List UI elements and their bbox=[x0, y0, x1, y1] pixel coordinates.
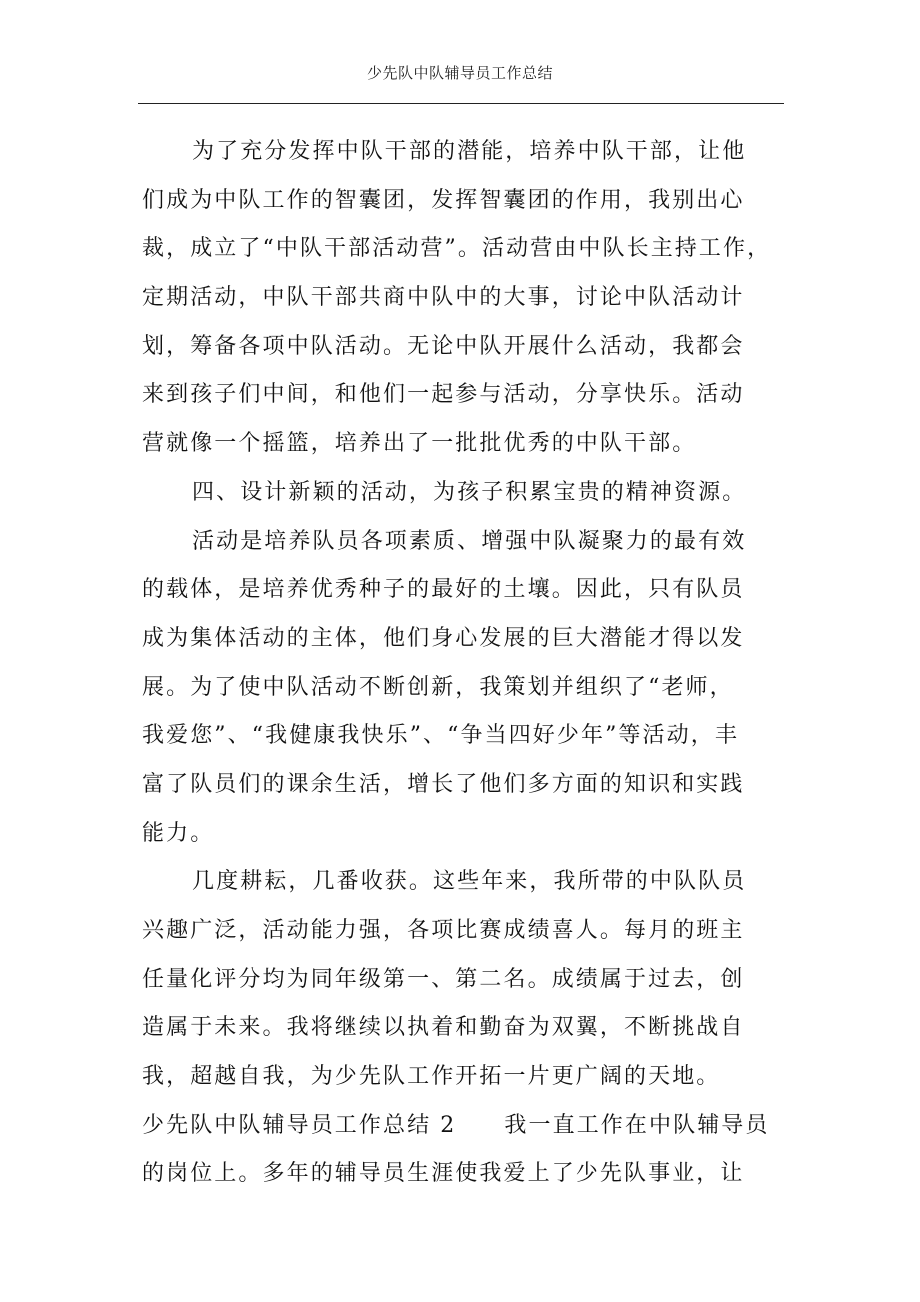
paragraph-line: 能力。 bbox=[142, 820, 215, 846]
document-body bbox=[142, 128, 784, 1199]
section-heading: 四、设计新颖的活动，为孩子积累宝贵的精神资源。 bbox=[192, 479, 747, 505]
paragraph-line: 我爱您”、“我健康我快乐”、“争当四好少年”等活动，丰 bbox=[142, 723, 739, 749]
paragraph-text: 我一直工作在中队辅导员 bbox=[504, 1112, 770, 1138]
paragraph-line: 为了充分发挥中队干部的潜能，培养中队干部，让他 bbox=[192, 139, 747, 164]
paragraph-line: 展。为了使中队活动不断创新，我策划并组织了“老师， bbox=[142, 674, 734, 700]
paragraph-line: 我，超越自我，为少先队工作开拓一片更广阔的天地。 bbox=[142, 1064, 721, 1090]
paragraph-line: 们成为中队工作的智囊团，发挥智囊团的作用，我别出心 bbox=[142, 187, 745, 213]
paragraph-line: 来到孩子们中间，和他们一起参与活动，分享快乐。活动 bbox=[142, 382, 745, 408]
paragraph-line: 任量化评分均为同年级第一、第二名。成绩属于过去，创 bbox=[142, 966, 745, 992]
paragraph-line: 营就像一个摇篮，培养出了一批批优秀的中队干部。 bbox=[142, 431, 697, 457]
paragraph-line: 定期活动，中队干部共商中队中的大事，讨论中队活动计 bbox=[142, 285, 745, 311]
header-divider bbox=[138, 103, 784, 104]
paragraph-line: 活动是培养队员各项素质、增强中队凝聚力的最有效 bbox=[192, 528, 747, 554]
paragraph-line: 裁，成立了“中队干部活动营”。活动营由中队长主持工作， bbox=[142, 236, 772, 262]
section-title: 少先队中队辅导员工作总结 2 bbox=[142, 1112, 457, 1138]
paragraph-line: 的载体，是培养优秀种子的最好的土壤。因此，只有队员 bbox=[142, 577, 745, 603]
paragraph-line: 几度耕耘，几番收获。这些年来，我所带的中队队员 bbox=[192, 869, 747, 895]
paragraph-line-with-title bbox=[142, 1102, 784, 1151]
paragraph-line: 富了队员们的课余生活，增长了他们多方面的知识和实践 bbox=[142, 771, 745, 797]
paragraph-line: 划，筹备各项中队活动。无论中队开展什么活动，我都会 bbox=[142, 333, 745, 359]
paragraph-line: 造属于未来。我将继续以执着和勤奋为双翼，不断挑战自 bbox=[142, 1015, 745, 1041]
paragraph-line: 兴趣广泛，活动能力强，各项比赛成绩喜人。每月的班主 bbox=[142, 918, 745, 943]
paragraph-line: 成为集体活动的主体，他们身心发展的巨大潜能才得以发 bbox=[142, 625, 745, 651]
paragraph-line: 的岗位上。多年的辅导员生涯使我爱上了少先队事业，让 bbox=[142, 1161, 745, 1187]
page-header-title: 少先队中队辅导员工作总结 bbox=[366, 64, 553, 82]
